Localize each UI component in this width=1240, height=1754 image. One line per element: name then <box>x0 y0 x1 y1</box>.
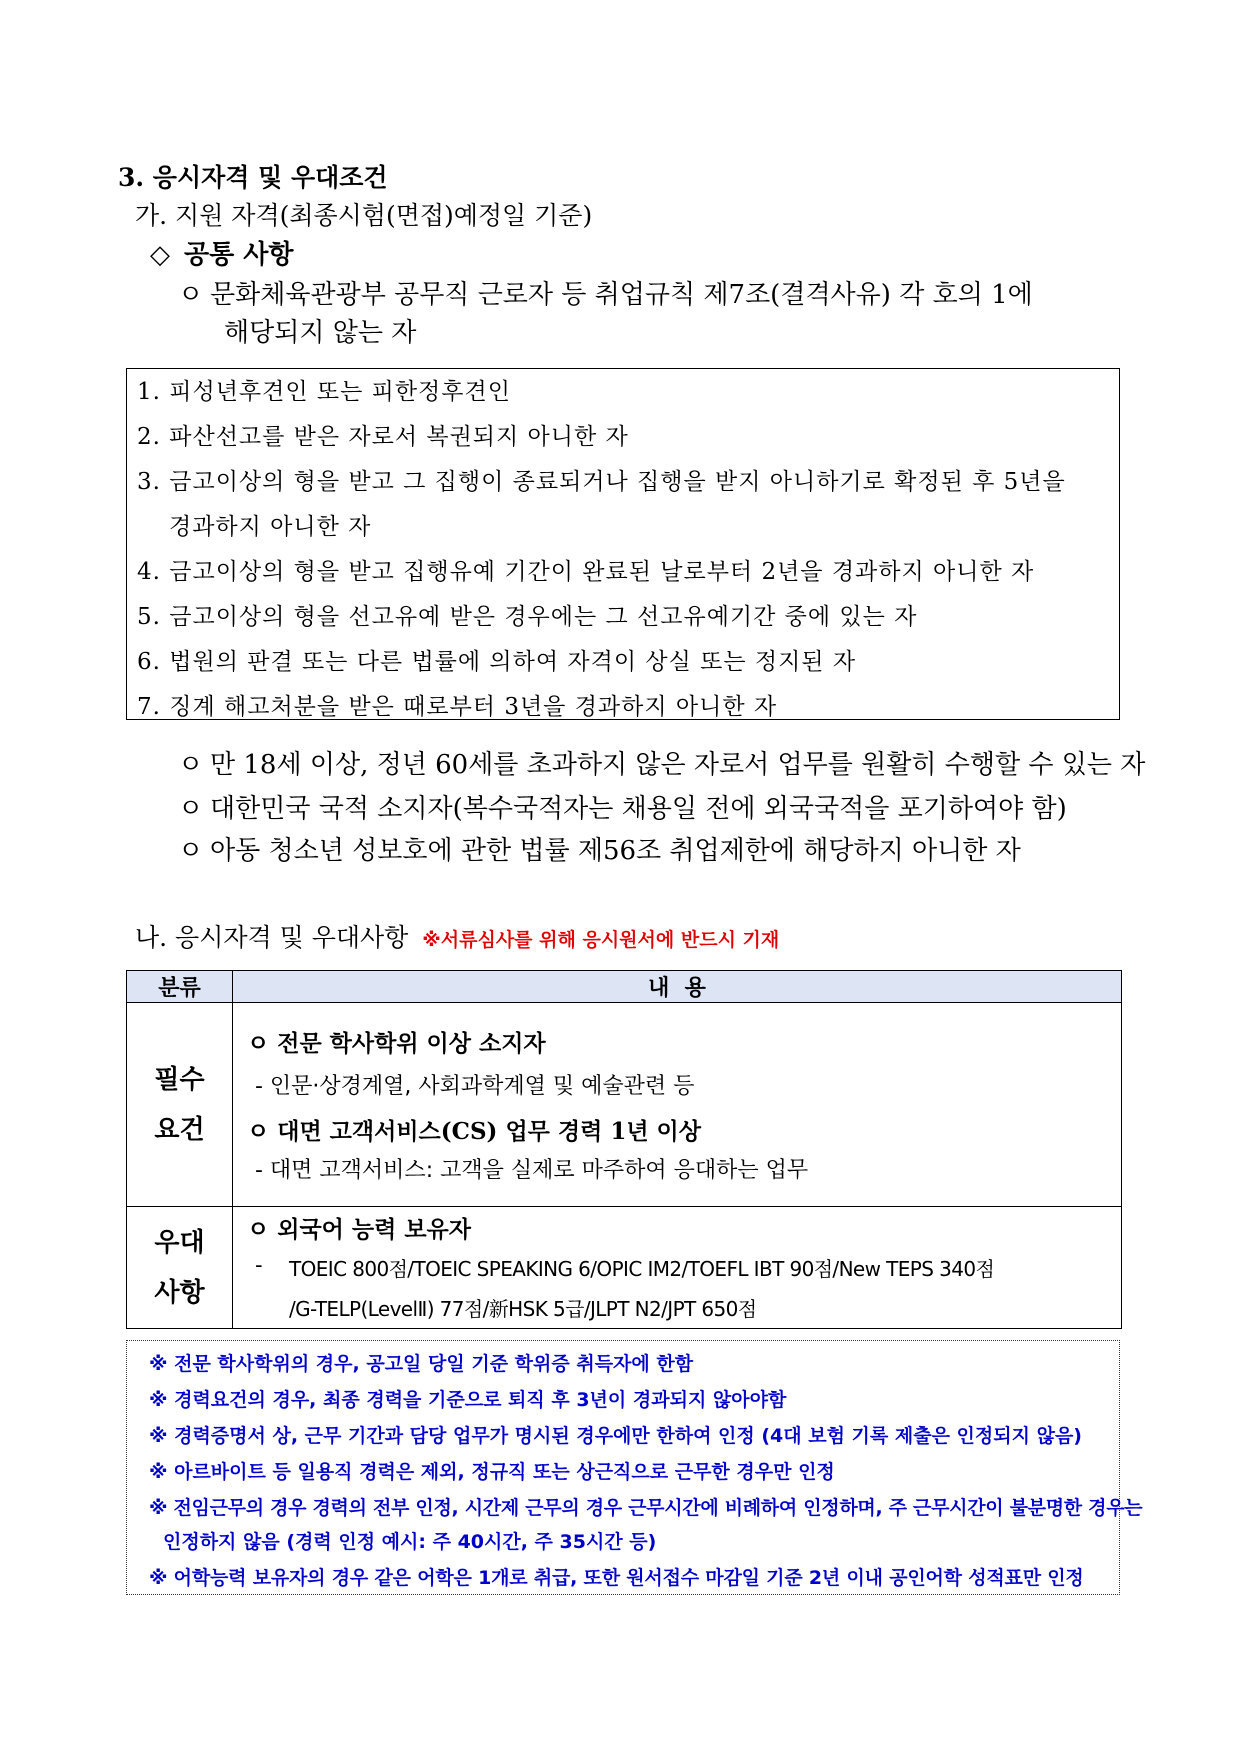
condition-text: 아동 청소년 성보호에 관한 법률 제56조 취업제한에 해당하지 아니한 자 <box>210 836 1021 866</box>
bullet-icon: ㅇ <box>178 836 204 866</box>
header-category: 분류 <box>127 971 233 1003</box>
note-item: ※ 어학능력 보유자의 경우 같은 어학은 1개로 취급, 또한 원서접수 마감일 기준 2년 이내 공인어학 성적표만 인정 <box>149 1567 1084 1589</box>
condition-age <box>178 744 1145 781</box>
qualification-table <box>126 970 1122 1329</box>
disqualification-item: 3. 금고이상의 형을 받고 그 집행이 종료되거나 집행을 받지 아니하기로 확정된 후 5년을 <box>137 469 1066 495</box>
category-preferred-line1: 우대 <box>154 1227 205 1258</box>
table-row-preferred <box>127 1207 1122 1329</box>
disqualification-item: 5. 금고이상의 형을 선고유예 받은 경우에는 그 선고유예기간 중에 있는 자 <box>137 604 918 630</box>
diamond-icon: ◇ <box>150 240 170 270</box>
note-item: ※ 경력증명서 상, 근무 기간과 담당 업무가 명시된 경우에만 한하여 인정 (4대 보험 기록 제출은 인정되지 않음) <box>149 1425 1082 1447</box>
content-preferred <box>233 1207 1122 1329</box>
note-item-continued: 인정하지 않음 (경력 인정 예시: 주 40시간, 주 35시간 등) <box>163 1531 657 1553</box>
disqualification-item: 4. 금고이상의 형을 받고 집행유예 기간이 완료된 날로부터 2년을 경과하지 아니한 자 <box>137 559 1035 585</box>
disqualification-item: 1. 피성년후견인 또는 피한정후견인 <box>137 379 511 405</box>
section-heading: 3. 응시자격 및 우대조건 <box>118 163 388 192</box>
category-required <box>127 1003 233 1207</box>
note-item: ※ 전문 학사학위의 경우, 공고일 당일 기준 학위증 취득자에 한함 <box>149 1353 694 1375</box>
subsection-b-title <box>135 918 779 954</box>
content-required <box>233 1003 1122 1207</box>
required-item-experience: ㅇ 대면 고객서비스(CS) 업무 경력 1년 이상 <box>247 1118 701 1145</box>
subsection-a-title: 가. 지원 자격(최종시험(면접)예정일 기준) <box>135 201 593 230</box>
intro-line-2: 해당되지 않는 자 <box>224 318 417 348</box>
table-header-row <box>127 971 1122 1003</box>
note-item: ※ 경력요건의 경우, 최종 경력을 기준으로 퇴직 후 3년이 경과되지 않아야함 <box>149 1389 787 1411</box>
disqualification-item-continued: 경과하지 아니한 자 <box>169 514 372 540</box>
required-item-degree-detail: - 인문·상경계열, 사회과학계열 및 예술관련 등 <box>255 1074 695 1099</box>
condition-nationality <box>178 788 1067 825</box>
preferred-item-language: ㅇ 외국어 능력 보유자 <box>247 1216 471 1243</box>
required-item-degree: ㅇ 전문 학사학위 이상 소지자 <box>247 1030 546 1057</box>
disqualification-item: 2. 파산선고를 받은 자로서 복권되지 아니한 자 <box>137 424 629 450</box>
intro-line-1 <box>178 274 1033 311</box>
bullet-icon: ㅇ <box>178 794 204 824</box>
note-item: ※ 아르바이트 등 일용직 경력은 제외, 정규직 또는 상근직으로 근무한 경우만 인정 <box>149 1461 835 1483</box>
disqualification-item: 7. 징계 해고처분을 받은 때로부터 3년을 경과하지 아니한 자 <box>137 694 778 720</box>
category-preferred <box>127 1207 233 1329</box>
required-item-experience-detail: - 대면 고객서비스: 고객을 실제로 마주하여 응대하는 업무 <box>255 1158 809 1183</box>
intro-text-1: 문화체육관광부 공무직 근로자 등 취업규칙 제7조(결격사유) 각 호의 1에 <box>210 280 1033 310</box>
condition-child-protection <box>178 830 1021 867</box>
condition-text: 대한민국 국적 소지자(복수국적자는 채용일 전에 외국국적을 포기하여야 함) <box>210 794 1067 824</box>
notes-box <box>126 1340 1143 1595</box>
disqualification-item: 6. 법원의 판결 또는 다른 법률에 의하여 자격이 상실 또는 정지된 자 <box>137 649 857 675</box>
category-required-line2: 요건 <box>154 1114 205 1145</box>
bullet-icon: ㅇ <box>178 280 204 310</box>
disqualification-box <box>126 368 1120 720</box>
preferred-detail-line1: TOEIC 800점/TOEIC SPEAKING 6/OPIC IM2/TOEFL IBT 90점/New TEPS 340점 <box>289 1257 995 1281</box>
common-items-label: 공통 사항 <box>184 240 294 270</box>
subsection-b-warning: ※서류심사를 위해 응시원서에 반드시 기재 <box>422 929 780 951</box>
preferred-detail-line2: /G-TELP(LevelⅡ) 77점/新HSK 5급/JLPT N2/JPT 650점 <box>289 1297 757 1321</box>
note-item: ※ 전임근무의 경우 경력의 전부 인정, 시간제 근무의 경우 근무시간에 비례하여 인정하며, 주 근무시간이 불분명한 경우는 <box>149 1497 1143 1519</box>
category-required-line1: 필수 <box>154 1064 205 1095</box>
condition-text: 만 18세 이상, 정년 60세를 초과하지 않은 자로서 업무를 원활히 수행할 수 있는 자 <box>210 750 1146 780</box>
subsection-b-label: 나. 응시자격 및 우대사항 <box>135 923 409 952</box>
common-items-title <box>150 234 294 271</box>
preferred-detail-dash: - <box>255 1253 263 1277</box>
bullet-icon: ㅇ <box>178 750 204 780</box>
header-content: 내 용 <box>233 971 1122 1003</box>
category-preferred-line2: 사항 <box>154 1277 205 1308</box>
table-row-required <box>127 1003 1122 1207</box>
